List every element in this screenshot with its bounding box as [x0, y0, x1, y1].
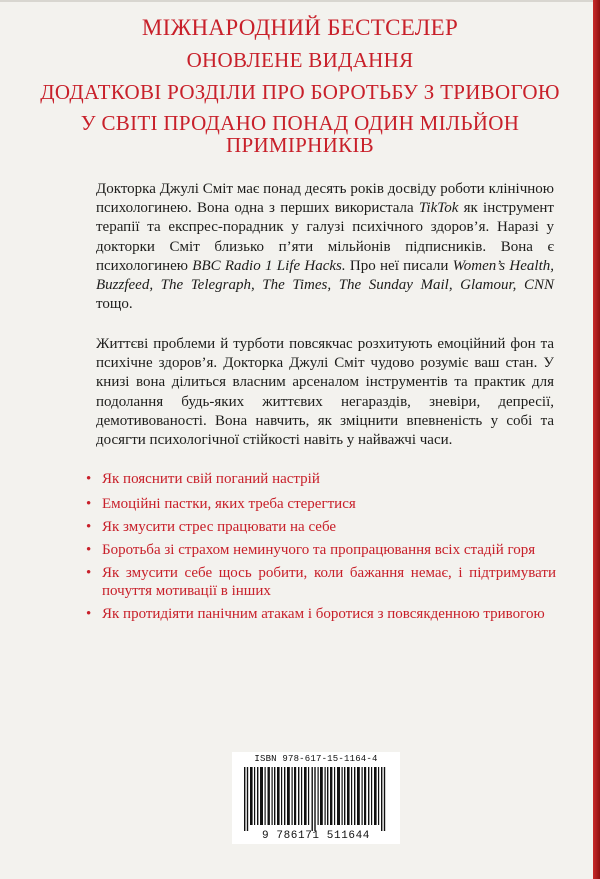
barcode	[232, 752, 400, 844]
about-author-paragraph: Докторка Джулі Сміт має понад десять років досвіду роботи клінічною психологинею. Вона одна з перших використала TikTok як інструмент терапії та експрес-порадник у галузі психічного здоров’я. Наразі у докторки Сміт близько п’яти мільйонів підписників. Вона є психологинею BBC Radio 1 Life Hacks. Про неї писали Women’s Health, Buzzfeed, The Telegraph, The Times, The Sunday Mail, Glamour, CNN тощо.	[96, 181, 554, 313]
list-item: • Як пояснити свій поганий настрій	[86, 470, 556, 488]
list-item: • Емоційні пастки, яких треба стерегтися	[86, 495, 556, 513]
list-item: • Як змусити стрес працювати на себе	[86, 518, 556, 536]
headline-updated-edition: ОНОВЛЕНЕ ВИДАННЯ	[186, 48, 414, 72]
headline-bestseller: МІЖНАРОДНИЙ БЕСТСЕЛЕР	[141, 15, 459, 40]
headline-copies-sold: У СВІТІ ПРОДАНО ПОНАД ОДИН МІЛЬЙОН ПРИМІРНИКІВ	[80, 111, 520, 157]
list-item: • Боротьба зі страхом неминучого та пропрацювання всіх стадій горя	[86, 541, 556, 559]
isbn-number: ISBN 978-617-15-1164-4	[254, 754, 378, 764]
headline-extra-chapters: ДОДАТКОВІ РОЗДІЛИ ПРО БОРОТЬБУ З ТРИВОГОЮ	[40, 80, 560, 104]
barcode-bars	[244, 767, 388, 831]
spine-edge	[593, 0, 600, 879]
feature-list	[86, 470, 556, 628]
ean-number: 9 786171 511644	[261, 830, 371, 842]
list-item: • Як змусити себе щось робити, коли бажання немає, і підтримувати почуття мотивації в інших	[86, 564, 556, 600]
list-item: • Як протидіяти панічним атакам і боротися з повсякденною тривогою	[86, 605, 556, 623]
top-edge	[0, 0, 593, 2]
about-book-paragraph: Життєві проблеми й турботи повсякчас розхитують емоційний фон та психічне здоров’я. Докторка Джулі Сміт чудово розуміє ваш стан. У книзі вона ділиться власним арсеналом інструментів та практик для подолання будь-яких життєвих негараздів, зневіри, депресії, демотивованості. Вона навчить, як зміцнити впевненість у собі та досягти психологічної стійкості навіть у найважчі часи.	[96, 336, 554, 449]
headlines	[30, 14, 570, 156]
